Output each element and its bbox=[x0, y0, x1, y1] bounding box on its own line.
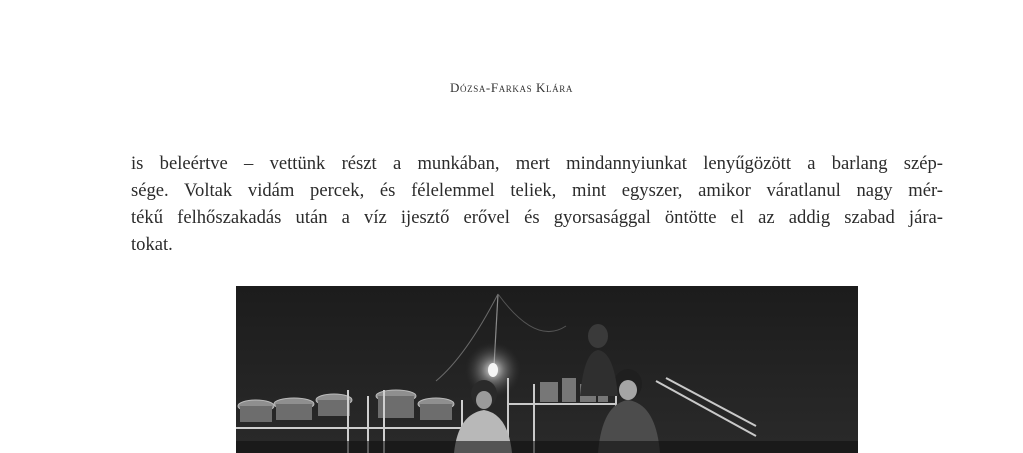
photo-image bbox=[236, 286, 858, 453]
running-header: Dózsa-Farkas Klára bbox=[450, 80, 573, 95]
paragraph-line: is beleértve – vettünk részt a munkában, mert mindannyiunkat lenyűgözött a barlang szép- bbox=[131, 153, 943, 174]
paragraph-line: tékű felhőszakadás után a víz ijesztő erővel és gyorsasággal öntötte el az addig szabad jára- bbox=[131, 207, 943, 228]
body-paragraph bbox=[131, 150, 943, 258]
paragraph-line: sége. Voltak vidám percek, és félelemmel teliek, mint egyszer, amikor váratlanul nagy mér- bbox=[131, 180, 943, 201]
cave-photograph bbox=[236, 286, 858, 453]
paragraph-line: tokat. bbox=[131, 234, 173, 255]
